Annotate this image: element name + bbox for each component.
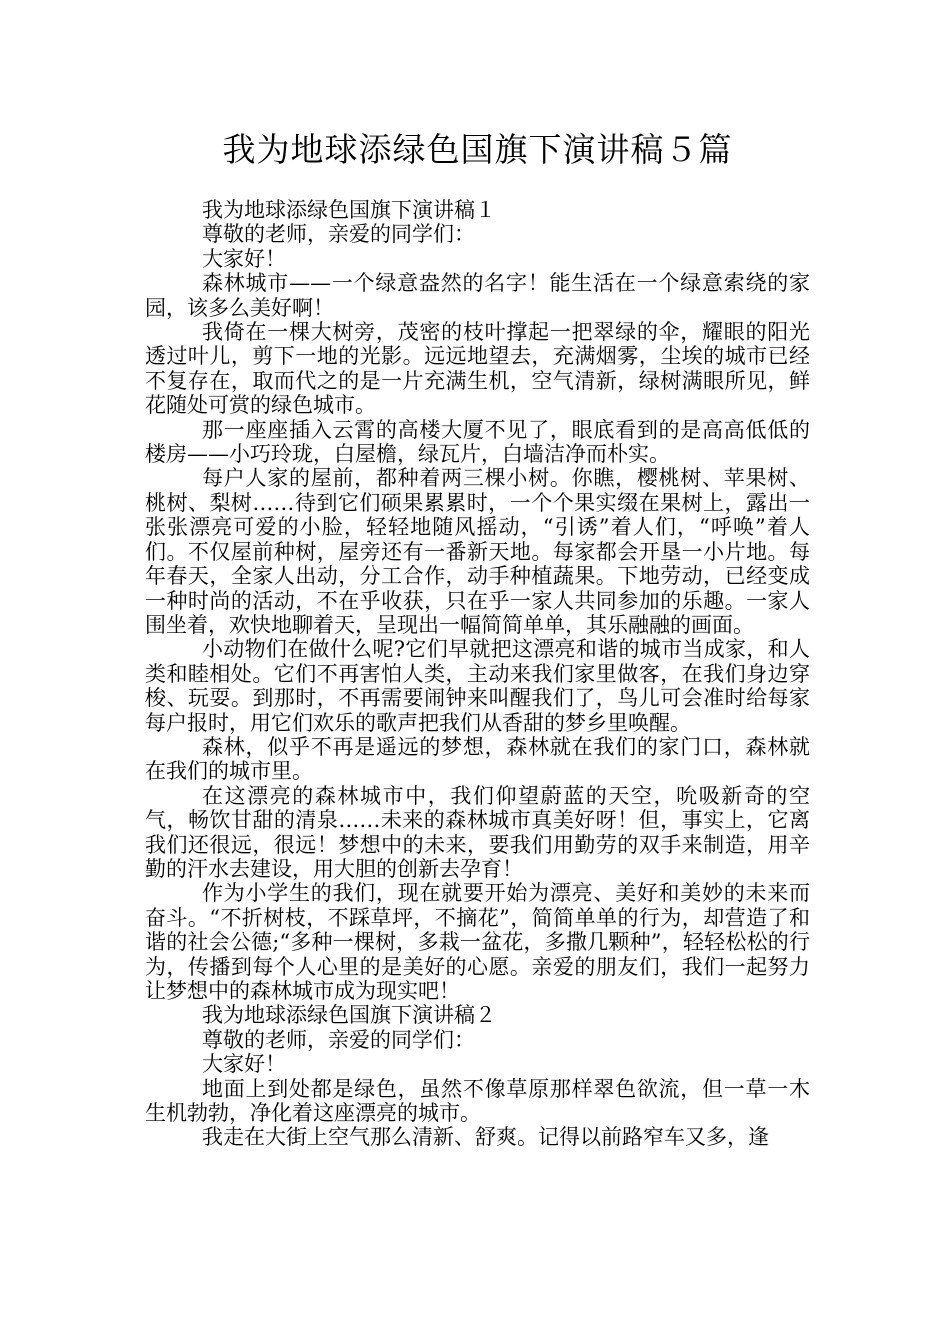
body-paragraph: 在这漂亮的森林城市中，我们仰望蔚蓝的天空，吮吸新奇的空气，畅饮甘甜的清泉……未来的森林城市真美好呀！但，事实上，它离我们还很远，很远！梦想中的未来，要我们用勤劳的双手来制造，用辛勤的汗水去建设，用大胆的创新去孕育！ [145, 783, 810, 881]
body-paragraph: 那一座座插入云霄的高楼大厦不见了，眼底看到的是高高低低的楼房——小巧玲珑，白屋檐，绿瓦片，白墙洁净而朴实。 [145, 417, 810, 467]
body-paragraph: 森林，似乎不再是遥远的梦想，森林就在我们的家门口，森林就在我们的城市里。 [145, 734, 810, 784]
body-paragraph: 每户人家的屋前，都种着两三棵小树。你瞧，樱桃树、苹果树、桃树、梨树……待到它们硕果累累时，一个个果实缀在果树上，露出一张张漂亮可爱的小脸，轻轻地随风摇动，“引诱”着人们，“呼唤”着人们。不仅屋前种树，屋旁还有一番新天地。每家都会开垦一小片地。每年春天，全家人出动，分工合作，动手种植蔬果。下地劳动，已经变成一种时尚的活动，不在乎收获，只在乎一家人共同参加的乐趣。一家人围坐着，欢快地聊着天，呈现出一幅简简单单，其乐融融的画面。 [145, 466, 810, 637]
body-paragraph: 作为小学生的我们，现在就要开始为漂亮、美好和美妙的未来而奋斗。“不折树枝，不踩草坪，不摘花”，简简单单的行为，却营造了和谐的社会公德;“多种一棵树，多栽一盆花，多撒几颗种”，轻轻松松的行为，传播到每个人心里的是美好的心愿。亲爱的朋友们，我们一起努力让梦想中的森林城市成为现实吧！ [145, 881, 810, 1003]
speech-2-heading: 我为地球添绿色国旗下演讲稿２ [202, 1003, 496, 1028]
speech-1-heading: 我为地球添绿色国旗下演讲稿１ [202, 198, 496, 222]
greeting: 大家好！ [202, 1052, 286, 1077]
body-paragraph: 我倚在一棵大树旁，茂密的枝叶撑起一把翠绿的伞，耀眼的阳光透过叶儿，剪下一地的光影。远远地望去，充满烟雾，尘埃的城市已经不复存在，取而代之的是一片充满生机，空气清新，绿树满眼所见，鲜花随处可赏的绿色城市。 [145, 320, 810, 418]
body-paragraph: 地面上到处都是绿色，虽然不像草原那样翠色欲流，但一草一木生机勃勃，净化着这座漂亮的城市。 [145, 1076, 810, 1126]
body-paragraph: 小动物们在做什么呢?它们早就把这漂亮和谐的城市当成家，和人类和睦相处。它们不再害怕人类，主动来我们家里做客，在我们身边穿梭、玩耍。到那时，不再需要闹钟来叫醒我们了，鸟儿可会准时给每家每户报时，用它们欢乐的歌声把我们从香甜的梦乡里唤醒。 [145, 637, 810, 735]
salutation: 尊敬的老师，亲爱的同学们： [202, 222, 475, 247]
body-paragraph: 森林城市——一个绿意盎然的名字！能生活在一个绿意索绕的家园，该多么美好啊！ [145, 271, 810, 320]
salutation: 尊敬的老师，亲爱的同学们： [202, 1027, 475, 1052]
document-body [145, 198, 810, 1150]
body-paragraph: 我走在大街上空气那么清新、舒爽。记得以前路窄车又多，逢 [202, 1125, 769, 1150]
document-title: 我为地球添绿色国旗下演讲稿５篇 [222, 130, 733, 169]
greeting: 大家好！ [202, 246, 286, 271]
